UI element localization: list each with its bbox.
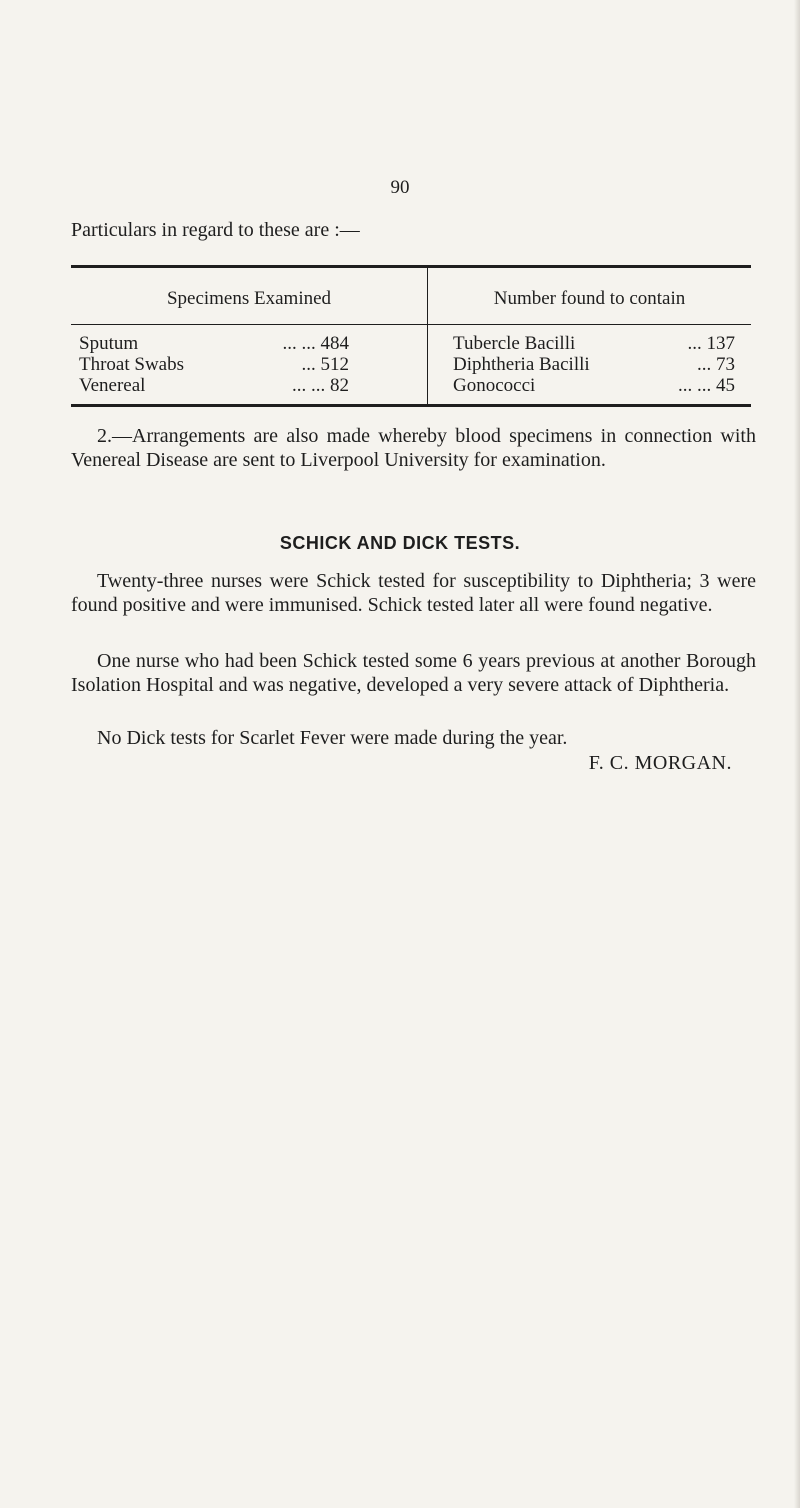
- section-heading: SCHICK AND DICK TESTS.: [279, 533, 521, 553]
- table-header-found: Number found to contain: [493, 288, 686, 309]
- signature: F. C. MORGAN.: [588, 752, 732, 774]
- finding-label: Gonococci: [453, 375, 536, 396]
- table-header-rule: [71, 324, 427, 325]
- page-number: 90: [390, 177, 410, 198]
- table-header-rule: [428, 324, 751, 325]
- finding-count: ... ... 45: [678, 375, 735, 396]
- specimens-table: [71, 265, 751, 407]
- finding-label: Tubercle Bacilli: [453, 333, 576, 354]
- specimen-label: Throat Swabs: [79, 354, 185, 375]
- schick-paragraph: Twenty-three nurses were Schick tested for susceptibility to Diphtheria; 3 were found positive and were immunised. Schick tested later all were found negative.: [71, 570, 756, 616]
- dick-paragraph: No Dick tests for Scarlet Fever were made during the year.: [97, 727, 568, 749]
- specimen-count: ... ... 484: [282, 333, 349, 354]
- table-header-specimens: Specimens Examined: [166, 288, 332, 309]
- finding-label: Diphtheria Bacilli: [453, 354, 590, 375]
- finding-count: ... 73: [697, 354, 735, 375]
- specimen-label: Venereal: [79, 375, 146, 396]
- arrangements-paragraph: 2.—Arrangements are also made whereby blood specimens in connection with Venereal Disease are sent to Liverpool University for examination.: [71, 425, 756, 471]
- one-nurse-paragraph: One nurse who had been Schick tested some 6 years previous at another Borough Isolation Hospital and was negative, developed a very severe attack of Diphtheria.: [71, 650, 756, 696]
- specimen-count: ... 512: [301, 354, 349, 375]
- specimen-label: Sputum: [79, 333, 139, 354]
- specimen-count: ... ... 82: [292, 375, 349, 396]
- finding-count: ... 137: [687, 333, 735, 354]
- page-edge: [794, 0, 800, 1508]
- intro-text: Particulars in regard to these are :—: [71, 219, 360, 241]
